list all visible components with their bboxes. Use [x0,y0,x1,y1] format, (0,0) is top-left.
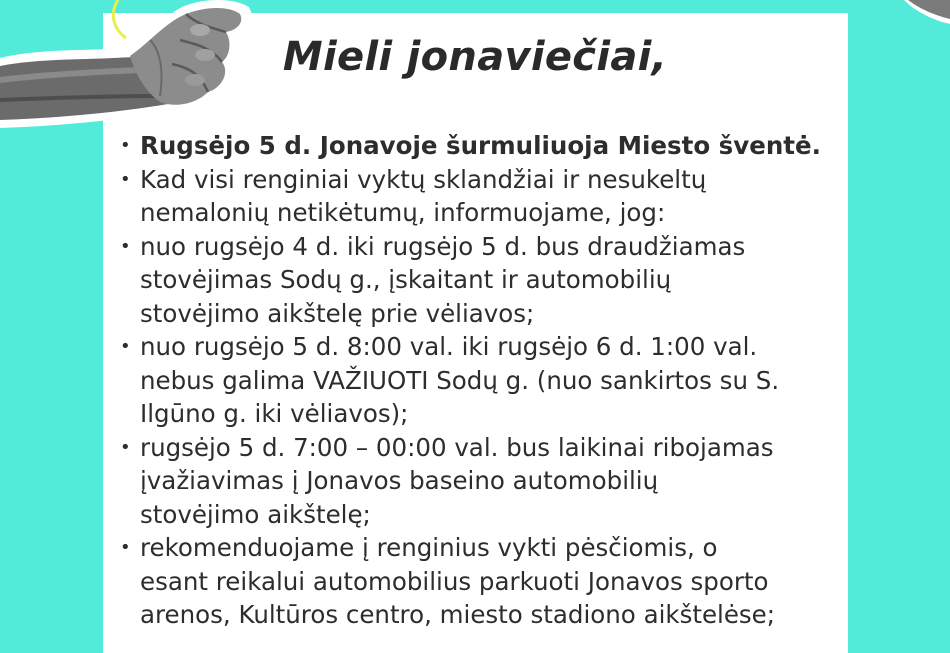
notice-item [120,330,840,431]
bullet-icon: • [120,235,131,257]
bullet-icon: • [120,537,131,558]
notice-text: Kad visi renginiai vyktų sklandžiai ir nesukeltų nemalonių netikėtumų, informuojame, jog: [140,164,707,227]
bullet-icon: • [120,336,131,357]
notice-item [120,431,840,532]
notice-item [120,129,840,163]
notice-text: rekomenduojame į renginius vykti pėsčiomis, o esant reikalui automobilius parkuoti Jonavos sporto arenos, Kultūros centro, miesto stadiono aikštelėse; [140,533,776,629]
notice-item [120,230,840,331]
notice-text: nuo rugsėjo 5 d. 8:00 val. iki rugsėjo 6 d. 1:00 val. nebus galima VAŽIUOTI Sodų g. (nuo sankirtos su S. Ilgūno g. iki vėliavos); [140,332,780,428]
notice-text: nuo rugsėjo 4 d. iki rugsėjo 5 d. bus draudžiamas stovėjimas Sodų g., įskaitant ir automobilių stovėjimo aikštelę prie vėliavos; [140,231,746,328]
notice-item [120,163,840,230]
bullet-icon: • [120,168,131,190]
bullet-icon: • [120,436,131,458]
notice-text: rugsėjo 5 d. 7:00 – 00:00 val. bus laikinai ribojamas įvažiavimas į Jonavos baseino automobilių stovėjimo aikštelę; [140,432,774,529]
notice-text: Rugsėjo 5 d. Jonavoje šurmuliuoja Miesto šventė. [140,131,821,160]
greeting-title: Mieli jonaviečiai, [282,34,668,80]
bullet-icon: • [120,135,131,156]
notice-list [120,129,840,632]
notice-item [120,531,840,632]
